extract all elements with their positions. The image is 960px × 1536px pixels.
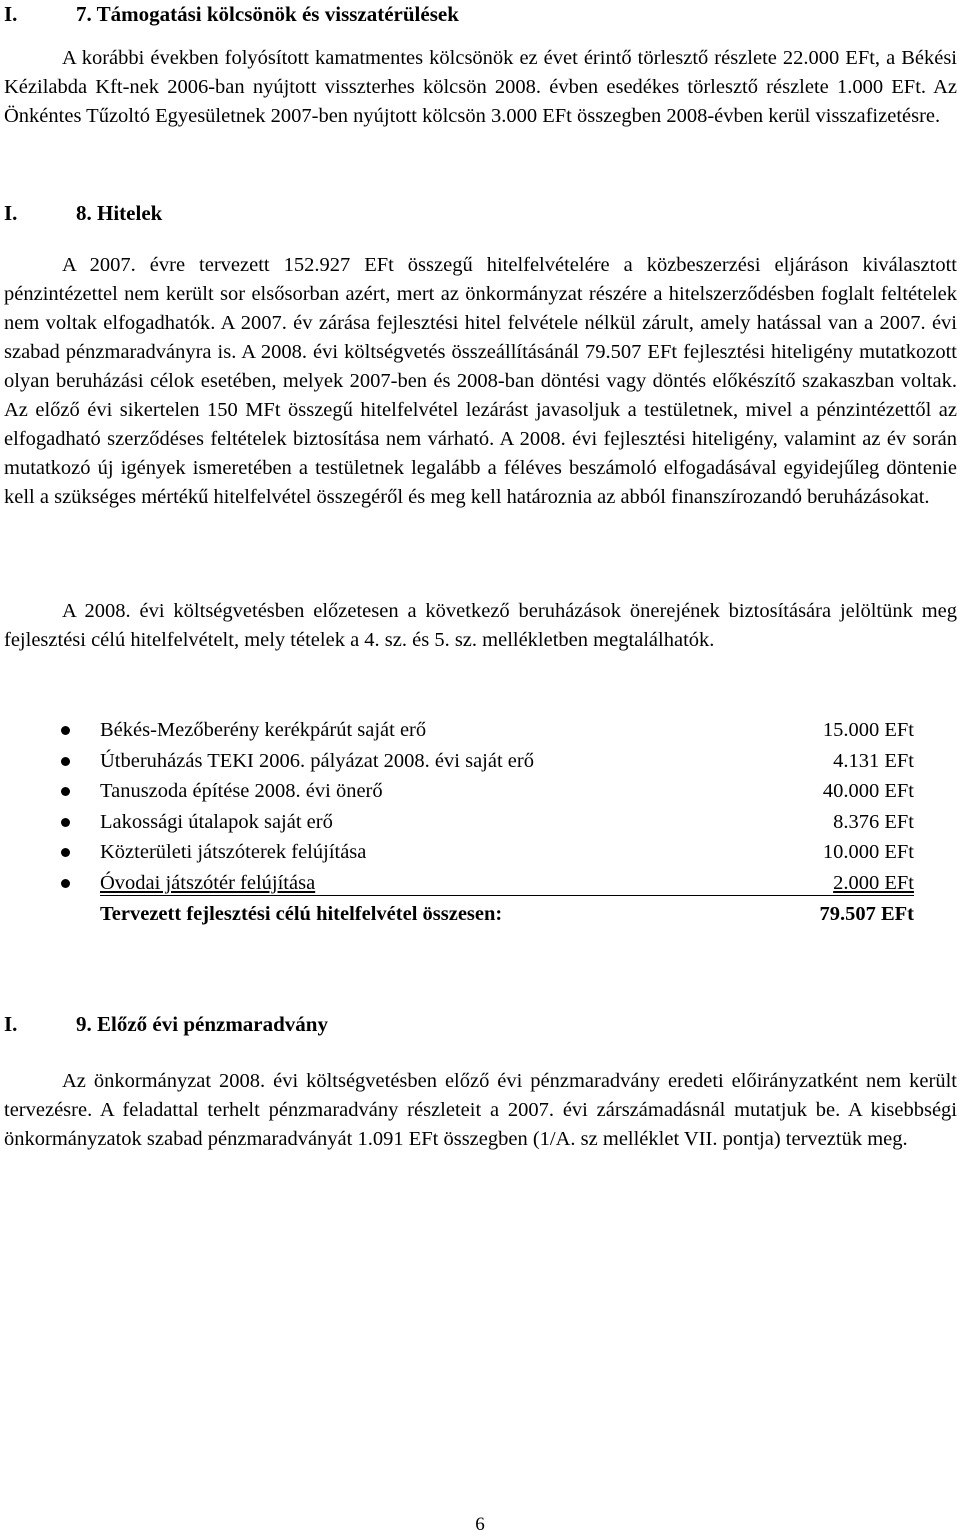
item-amount: 2.000 EFt bbox=[833, 871, 914, 894]
list-item bbox=[0, 868, 960, 899]
item-label: Békés-Mezőberény kerékpárút saját erő bbox=[100, 719, 427, 741]
bullet-icon bbox=[61, 848, 70, 857]
item-label: Útberuházás TEKI 2006. pályázat 2008. évi saját erő bbox=[100, 749, 534, 772]
item-amount: 15.000 EFt bbox=[822, 719, 914, 741]
section-9-text: Az önkormányzat 2008. évi költségvetésben előző évi pénzmaradvány eredeti előirányzatként nem került tervezésre. A feladattal terhelt pénzmaradvány részleteit a 2007. évi zárszámadásnál mutatjuk be. A kisebbségi önkormányzatok szabad pénzmaradványát 1.091 EFt összegben (1/A. sz melléklet VII. pontja) terveztük meg. bbox=[4, 1070, 957, 1150]
item-amount: 4.131 EFt bbox=[833, 749, 914, 772]
section-8-paragraph-2 bbox=[4, 597, 957, 655]
bullet-icon bbox=[61, 787, 70, 796]
page-number: 6 bbox=[475, 1514, 485, 1535]
bullet-icon bbox=[61, 757, 70, 766]
section-9-paragraph bbox=[4, 1067, 957, 1154]
section-8-roman: I. bbox=[4, 201, 18, 225]
item-label: Óvodai játszótér felújítása bbox=[100, 871, 316, 894]
section-9-title: 9. Előző évi pénzmaradvány bbox=[76, 1012, 328, 1036]
section-7-roman: I. bbox=[4, 2, 18, 26]
bullet-icon bbox=[61, 818, 70, 827]
section-8-heading bbox=[4, 201, 162, 226]
section-7-title: 7. Támogatási kölcsönök és visszatérülések bbox=[76, 2, 459, 26]
item-label: Tanuszoda építése 2008. évi önerő bbox=[100, 780, 383, 803]
item-amount: 10.000 EFt bbox=[822, 841, 914, 864]
bullet-icon bbox=[61, 879, 70, 888]
list-item bbox=[0, 715, 960, 746]
investment-list bbox=[0, 715, 960, 929]
total-row bbox=[0, 899, 960, 930]
item-amount: 8.376 EFt bbox=[833, 810, 914, 833]
list-item bbox=[0, 837, 960, 868]
bullet-icon bbox=[61, 726, 70, 735]
section-9-roman: I. bbox=[4, 1012, 18, 1036]
section-7-paragraph bbox=[4, 44, 957, 131]
section-7-text: A korábbi években folyósított kamatmentes kölcsönök ez évet érintő törlesztő részlete 22.000 EFt, a Békési Kézilabda Kft-nek 2006-ban nyújtott visszterhes kölcsön 2008. évben esedékes törlesztő részlete 1.000 EFt. Az Önkéntes Tűzoltó Egyesületnek 2007-ben nyújtott kölcsön 3.000 EFt összegben 2008-évben kerül visszafizetésre. bbox=[4, 47, 957, 127]
total-amount: 79.507 EFt bbox=[819, 902, 914, 925]
section-8-title: 8. Hitelek bbox=[76, 201, 163, 225]
list-item bbox=[0, 746, 960, 777]
section-8-text-2: A 2008. évi költségvetésben előzetesen a következő beruházások önerejének biztosítására jelöltünk meg fejlesztési célú hitelfelvételt, mely tételek a 4. sz. és 5. sz. mellékletben megtalálhatók. bbox=[4, 600, 957, 651]
total-label: Tervezett fejlesztési célú hitelfelvétel összesen: bbox=[100, 902, 503, 925]
list-item bbox=[0, 807, 960, 838]
item-amount: 40.000 EFt bbox=[822, 780, 914, 803]
list-item bbox=[0, 776, 960, 807]
section-7-heading bbox=[4, 2, 459, 27]
item-label: Közterületi játszóterek felújítása bbox=[100, 841, 367, 864]
section-8-text-1: A 2007. évre tervezett 152.927 EFt összegű hitelfelvételére a közbeszerzési eljáráson kiválasztott pénzintézettel nem került sor elsősorban azért, mert az önkormányzat részére a hitelszerződésben foglalt feltételek nem voltak elfogadhatók. A 2007. év zárása fejlesztési hitel felvétele nélkül zárult, amely hatással van a 2007. évi szabad pénzmaradványra is. A 2008. évi költségvetés összeállításánál 79.507 EFt fejlesztési hiteligény mutatkozott olyan beruházási célok esetében, melyek 2007-ben és 2008-ban döntési vagy döntés előkészítő szakaszban voltak. Az előző évi sikertelen 150 MFt összegű hitelfelvétel lezárást javasoljuk a testületnek, mivel a pénzintézettől az elfogadható szerződéses feltételek biztosítása nem várható. A 2008. évi fejlesztési hiteligény, valamint az év során mutatkozó új igények ismeretében a testületnek legalább a féléves beszámoló elfogadásával egyidejűleg döntenie kell a szükséges mértékű hitelfelvétel összegéről és meg kell határoznia az abból finanszírozandó beruházásokat. bbox=[4, 254, 957, 508]
section-8-paragraph-1 bbox=[4, 251, 957, 512]
item-label: Lakossági útalapok saját erő bbox=[100, 810, 333, 833]
section-9-heading bbox=[4, 1012, 328, 1037]
